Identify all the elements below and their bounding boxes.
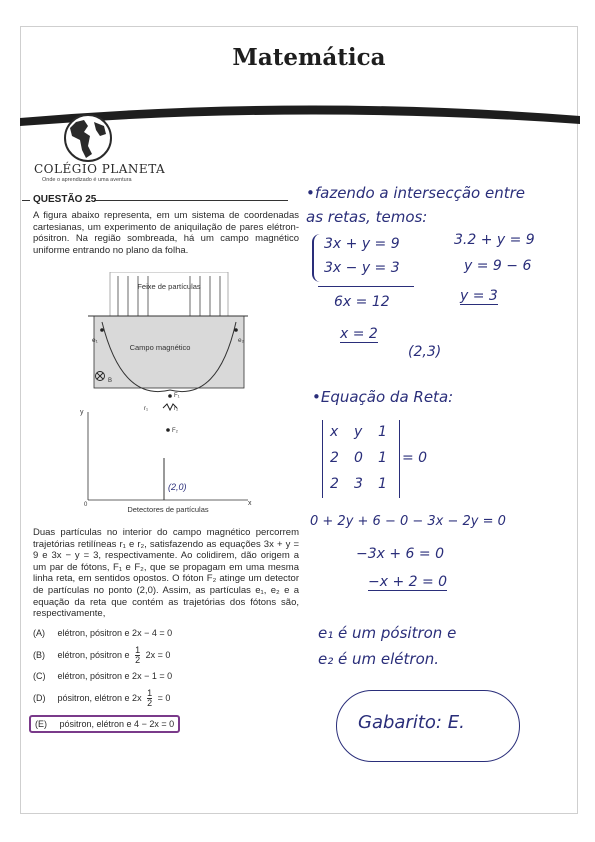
det-r1-c2: y xyxy=(354,424,363,440)
conclusion-1: e₁ é um pósitron e xyxy=(318,624,457,642)
det-r2-c3: 1 xyxy=(378,450,387,466)
question-intro: A figura abaixo representa, em um sistema de coordenadas cartesianas, um experimento de aniquilação de pares elétron-pósitron. Na região sombreada, há um campo magnético uniforme entrando no plano da folha. xyxy=(33,210,299,256)
question-label: QUESTÃO 25 xyxy=(33,194,97,205)
e2-label: e₂ xyxy=(238,337,245,344)
origin-label: 0 xyxy=(84,502,88,508)
intersection-point: (2,3) xyxy=(408,344,442,360)
globe-icon xyxy=(62,112,114,164)
simplified: −3x + 6 = 0 xyxy=(356,546,444,562)
expansion: 0 + 2y + 6 − 0 − 3x − 2y = 0 xyxy=(310,514,506,529)
option-tail: 2x = 0 xyxy=(145,649,171,660)
det-r1-c3: 1 xyxy=(378,424,387,440)
system-eq-2: 3x − y = 3 xyxy=(324,260,400,276)
fraction-denominator: 2 xyxy=(147,698,153,708)
x-result: x = 2 xyxy=(340,326,378,342)
solution-line-1: •fazendo a intersecção entre xyxy=(306,184,525,202)
option-letter: (D) xyxy=(33,692,46,703)
det-r3-c3: 1 xyxy=(378,476,387,492)
option-letter: (B) xyxy=(33,649,45,660)
question-rule xyxy=(94,200,288,201)
f1-label: F₁ xyxy=(174,393,180,399)
e1-label: e₁ xyxy=(92,337,98,344)
final-equation: −x + 2 = 0 xyxy=(368,574,448,590)
det-r2-c1: 2 xyxy=(330,450,339,466)
school-tagline: Onde o aprendizado é uma aventura xyxy=(42,177,132,183)
sum-rule xyxy=(318,286,414,287)
fraction-numerator: 1 xyxy=(147,688,153,698)
r2-label: r₂ xyxy=(174,406,179,412)
equation-title: •Equação da Reta: xyxy=(312,388,454,406)
solution-line-2: as retas, temos: xyxy=(306,208,428,226)
option-tail: = 0 xyxy=(157,692,171,703)
substitution-2: y = 9 − 6 xyxy=(464,258,532,274)
det-r3-c1: 2 xyxy=(330,476,339,492)
option-letter: (C) xyxy=(33,671,46,681)
option-letter: (A) xyxy=(33,628,45,638)
option-text: elétron, pósitron e 2x − 1 = 0 xyxy=(57,671,173,681)
fraction-denominator: 2 xyxy=(135,655,141,665)
option-text: pósitron, elétron e 4 − 2x = 0 xyxy=(59,719,175,729)
school-name: COLÉGIO PLANETA xyxy=(34,162,166,176)
f2-label: F₂ xyxy=(172,428,178,434)
option-e[interactable] xyxy=(29,715,180,733)
fraction-numerator: 1 xyxy=(135,645,141,655)
option-c[interactable] xyxy=(33,671,172,681)
b-label: B xyxy=(108,378,113,384)
det-r2-c2: 0 xyxy=(354,450,363,466)
question-body: Duas partículas no interior do campo magnético percorrem trajetórias retilíneas r₁ e r₂, satisfazendo as equações 3x + y = 9 e 3x − y = 3, respectivamente. Ao colidirem, dão origem a um par de fótons, F₁ e F₂, que se propagam em uma mesma linha reta, em sentidos opostos. O fóton F₂ atinge um detector de partículas no ponto (2,0). Assim, as partículas e₁, e₂ e a equação da reta que contém as trajetórias dos fótons são, respectivamente, xyxy=(33,527,299,620)
det-r3-c2: 3 xyxy=(354,476,363,492)
question-label-line xyxy=(22,200,30,201)
y-result: y = 3 xyxy=(460,288,498,304)
option-text: elétron, pósitron e xyxy=(57,649,130,660)
option-b[interactable] xyxy=(33,646,170,665)
sum-result: 6x = 12 xyxy=(334,294,390,310)
option-text: pósitron, elétron e 2x xyxy=(57,692,142,703)
field-label: Campo magnético xyxy=(129,343,191,352)
y-axis-label: y xyxy=(80,409,84,416)
conclusion-2: e₂ é um elétron. xyxy=(318,650,440,668)
field-region xyxy=(94,316,244,388)
option-d[interactable] xyxy=(33,689,170,708)
option-letter: (E) xyxy=(35,719,47,729)
gabarito: Gabarito: E. xyxy=(358,712,465,733)
beam-label: Feixe de partículas xyxy=(137,282,201,291)
x-axis-label: x xyxy=(248,500,252,507)
system-eq-1: 3x + y = 9 xyxy=(324,236,400,252)
option-text: elétron, pósitron e 2x − 4 = 0 xyxy=(57,628,173,638)
det-equals: = 0 xyxy=(402,450,428,466)
page-title: Matemática xyxy=(232,44,386,71)
r1-label: r₁ xyxy=(144,406,149,412)
handwritten-point: (2,0) xyxy=(168,482,187,492)
option-a[interactable] xyxy=(33,628,172,638)
system-brace xyxy=(312,234,322,282)
detector-label: Detectores de partículas xyxy=(127,505,209,514)
substitution-1: 3.2 + y = 9 xyxy=(454,232,535,248)
physics-figure xyxy=(70,272,260,517)
det-r1-c1: x xyxy=(330,424,339,440)
